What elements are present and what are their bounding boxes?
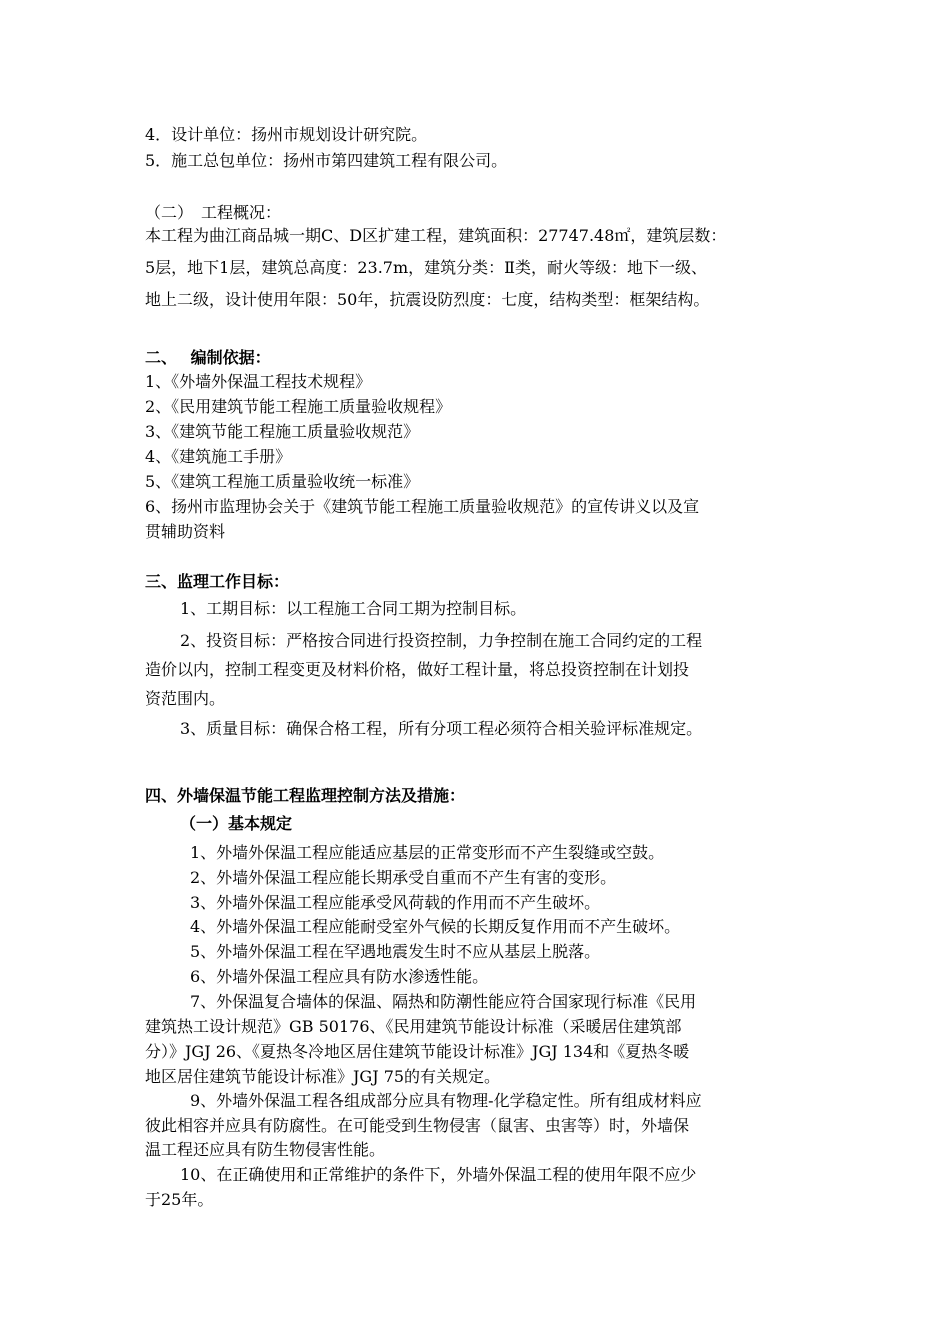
basis-heading: 二、 编制依据： [145, 348, 271, 367]
rule-3: 3、外墙外保温工程应能承受风荷载的作用而不产生破坏。 [190, 893, 601, 912]
rule-10-line-2: 于25年。 [145, 1190, 214, 1209]
basis-item: 3、《建筑节能工程施工质量验收规范》 [145, 422, 420, 441]
rule-10-line-1: 10、在正确使用和正常维护的条件下，外墙外保温工程的使用年限不应少 [180, 1165, 697, 1184]
goal-investment-line-1: 2、投资目标：严格按合同进行投资控制，力争控制在施工合同约定的工程 [180, 631, 703, 650]
rule-9-line-3: 温工程还应具有防生物侵害性能。 [145, 1140, 386, 1159]
basis-item: 6、扬州市监理协会关于《建筑节能工程施工质量验收规范》的宣传讲义以及宣 [145, 497, 700, 516]
goal-schedule: 1、工期目标：以工程施工合同工期为控制目标。 [180, 599, 527, 618]
rule-6: 6、外墙外保温工程应具有防水渗透性能。 [190, 967, 489, 986]
design-unit-line: 4．设计单位：扬州市规划设计研究院。 [145, 125, 428, 144]
goal-quality: 3、质量目标：确保合格工程，所有分项工程必须符合相关验评标准规定。 [180, 719, 703, 738]
overview-line-3: 地上二级，设计使用年限：50年，抗震设防烈度：七度，结构类型：框架结构。 [145, 290, 710, 309]
rule-7-line-2: 建筑热工设计规范》GB 50176、《民用建筑节能设计标准（采暖居住建筑部 [145, 1017, 682, 1036]
basic-rules-subheading: （一）基本规定 [180, 814, 293, 833]
rule-4: 4、外墙外保温工程应能耐受室外气候的长期反复作用而不产生破坏。 [190, 917, 681, 936]
rule-2: 2、外墙外保温工程应能长期承受自重而不产生有害的变形。 [190, 868, 617, 887]
rule-9-line-2: 彼此相容并应具有防腐性。在可能受到生物侵害（鼠害、虫害等）时，外墙保 [145, 1116, 690, 1135]
rule-7-line-1: 7、外保温复合墙体的保温、隔热和防潮性能应符合国家现行标准《民用 [190, 992, 697, 1011]
basis-item: 4、《建筑施工手册》 [145, 447, 292, 466]
basis-item: 1、《外墙外保温工程技术规程》 [145, 372, 372, 391]
rule-7-line-4: 地区居住建筑节能设计标准》JGJ 75的有关规定。 [145, 1067, 501, 1086]
rule-5: 5、外墙外保温工程在罕遇地震发生时不应从基层上脱落。 [190, 942, 601, 961]
measures-heading: 四、外墙保温节能工程监理控制方法及措施： [145, 786, 466, 805]
overview-line-1: 本工程为曲江商品城一期C、D区扩建工程，建筑面积：27747.48㎡，建筑层数： [145, 226, 727, 245]
rule-7-line-3: 分）》JGJ 26、《夏热冬冷地区居住建筑节能设计标准》JGJ 134和《夏热冬暖 [145, 1042, 690, 1061]
goal-investment-line-2: 造价以内，控制工程变更及材料价格，做好工程计量，将总投资控制在计划投 [145, 660, 690, 679]
goals-heading: 三、监理工作目标： [145, 572, 290, 591]
basis-item: 2、《民用建筑节能工程施工质量验收规程》 [145, 397, 452, 416]
rule-9-line-1: 9、外墙外保温工程各组成部分应具有物理-化学稳定性。所有组成材料应 [190, 1091, 702, 1110]
overview-heading: （二） 工程概况： [145, 203, 282, 222]
rule-1: 1、外墙外保温工程应能适应基层的正常变形而不产生裂缝或空鼓。 [190, 843, 665, 862]
basis-item: 5、《建筑工程施工质量验收统一标准》 [145, 472, 420, 491]
goal-investment-line-3: 资范围内。 [145, 689, 226, 708]
basis-item: 贯辅助资料 [145, 522, 226, 541]
overview-line-2: 5层，地下1层，建筑总高度：23.7m，建筑分类：Ⅱ类，耐火等级：地下一级、 [145, 258, 708, 277]
contractor-line: 5．施工总包单位：扬州市第四建筑工程有限公司。 [145, 151, 508, 170]
